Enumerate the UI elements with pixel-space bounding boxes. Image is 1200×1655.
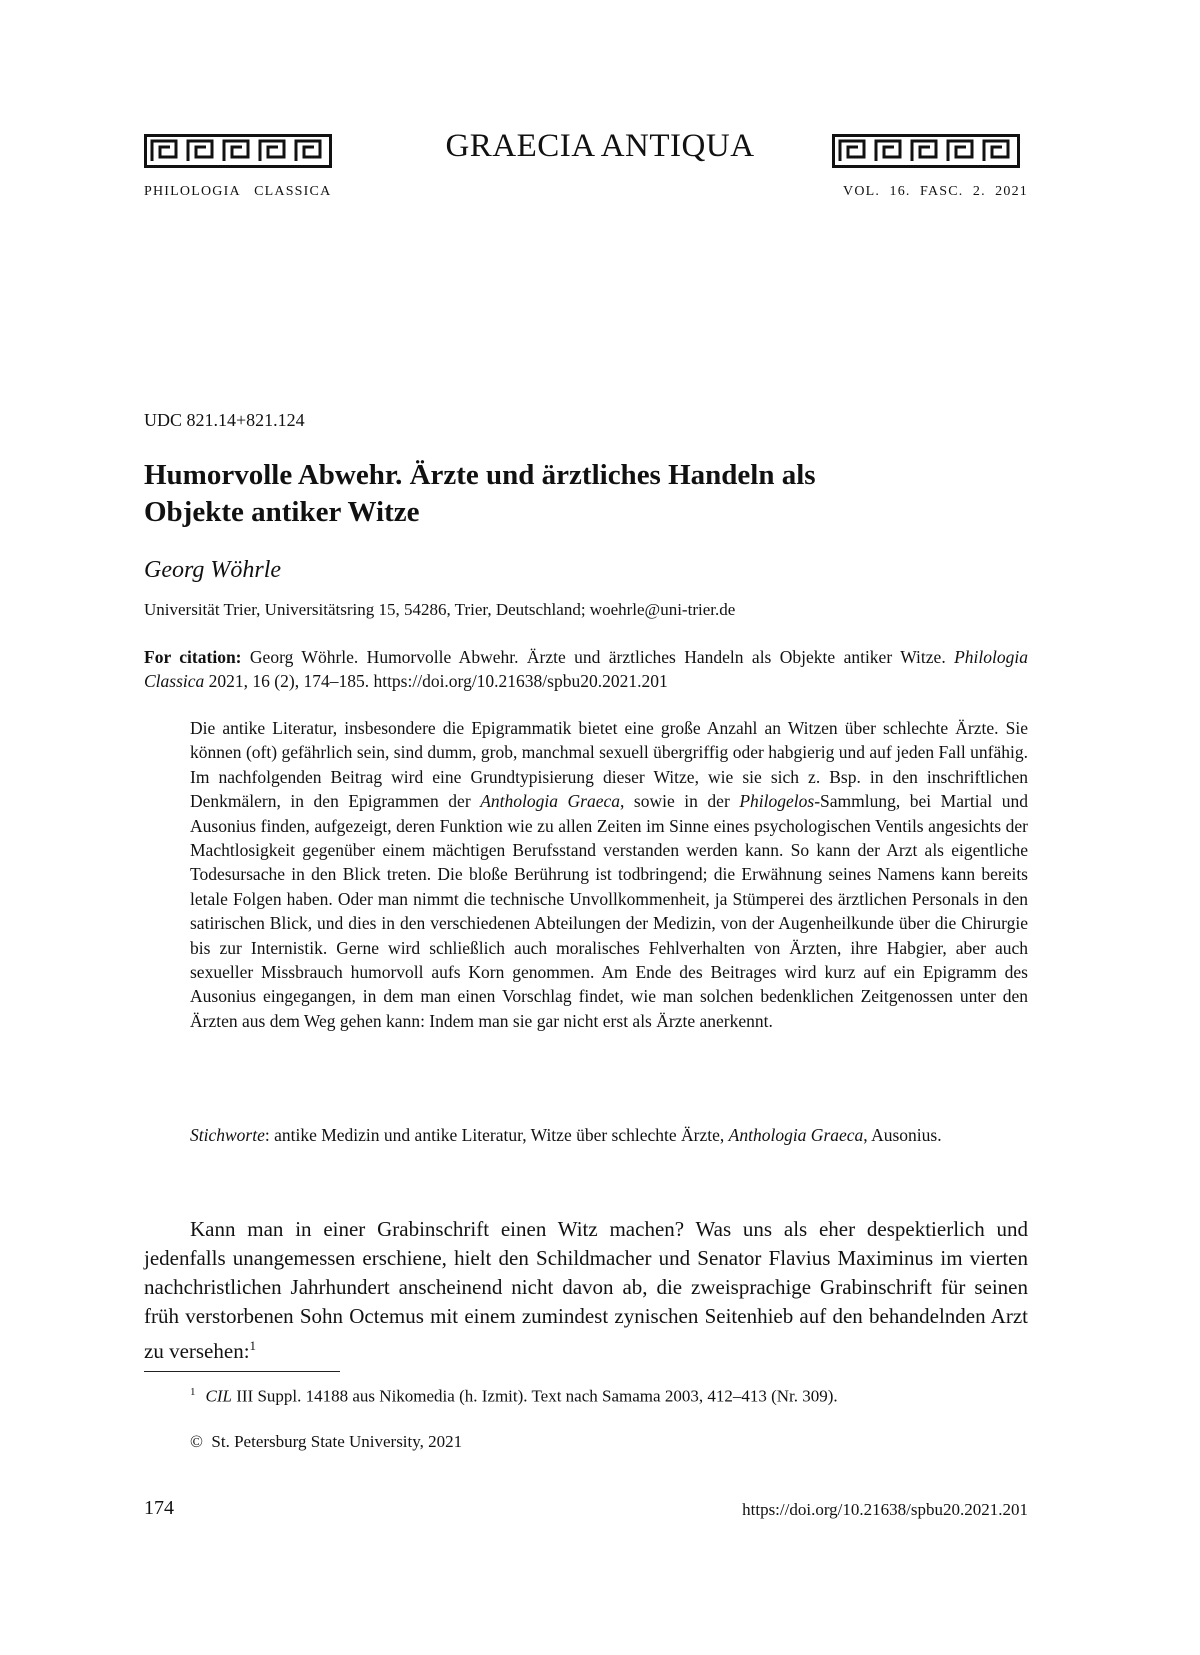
meander-ornament-right bbox=[832, 134, 1020, 168]
body-paragraph bbox=[144, 1215, 1028, 1366]
journal-title: GRAECIA ANTIQUA bbox=[445, 128, 755, 164]
page-number: 174 bbox=[144, 1497, 174, 1519]
abstract-text-1: Die antike Literatur, insbesondere die Epigrammatik bietet eine große Anzahl an Witzen über schlechte Ärzte. Sie können (oft) gefährlich sein, sind dumm, grob, manchmal sexuell übergriffig oder habgierig und auf jeden Fall unfähig. Im nachfolgenden Beitrag wird eine Grundtypisierung dieser Witze, wie sie sich z. Bsp. in den inschriftlichen Denkmälern, in den Epigrammen der bbox=[190, 718, 1028, 812]
footnote-text: III Suppl. 14188 aus Nikomedia (h. Izmit). Text nach Samama 2003, 412–413 (Nr. 309). bbox=[231, 1386, 838, 1406]
greek-key-icon bbox=[144, 134, 332, 168]
copyright-notice: © St. Petersburg State University, 2021 bbox=[190, 1432, 463, 1451]
keywords-text: : antike Medizin und antike Literatur, Witze über schlechte Ärzte, bbox=[264, 1125, 729, 1145]
author-name: Georg Wöhrle bbox=[144, 557, 282, 583]
author-affiliation: Universität Trier, Universitätsring 15, 54286, Trier, Deutschland; woehrle@uni-trier.de bbox=[144, 600, 736, 619]
abstract bbox=[190, 716, 1028, 1033]
abstract-text-2: , sowie in der bbox=[620, 791, 740, 812]
title-line-1: Humorvolle Abwehr. Ärzte und ärztliches Handeln als bbox=[144, 459, 816, 491]
keywords-italic: Anthologia Graeca bbox=[728, 1125, 864, 1145]
citation-details: 2021, 16 (2), 174–185. https://doi.org/10.21638/spbu20.2021.201 bbox=[204, 671, 668, 691]
citation-text: Georg Wöhrle. Humorvolle Abwehr. Ärzte und ärztliches Handeln als Objekte antiker Witze. bbox=[241, 647, 955, 667]
abstract-italic-philogelos: Philogelos bbox=[739, 791, 815, 812]
greek-key-icon bbox=[832, 134, 1020, 168]
volume-label: VOL. 16. FASC. 2. 2021 bbox=[843, 184, 1028, 199]
footnote bbox=[190, 1386, 838, 1407]
abstract-italic-anthologia: Anthologia Graeca bbox=[480, 791, 620, 812]
keywords-label: Stichworte bbox=[190, 1125, 265, 1145]
body-text: Kann man in einer Grabinschrift einen Witz machen? Was uns als eher despektierlich und jedenfalls unangemessen erschiene, hielt den Schildmacher und Senator Flavius Maximinus im vierten nachchristlichen Jahrhundert anscheinend nicht davon ab, die zweisprachige Grabinschrift für seinen früh verstorbenen Sohn Octemus mit einem zumindest zynischen Seitenhieb auf den behandelnden Arzt zu versehen: bbox=[144, 1217, 1028, 1363]
series-label: PHILOLOGIA CLASSICA bbox=[144, 184, 332, 199]
citation-block bbox=[144, 645, 1028, 693]
footnote-reference[interactable]: 1 bbox=[249, 1338, 257, 1353]
footer-doi-link[interactable]: https://doi.org/10.21638/spbu20.2021.201 bbox=[742, 1500, 1028, 1519]
footnote-divider bbox=[144, 1371, 340, 1372]
article-title bbox=[144, 457, 1044, 531]
abstract-text-3: -Sammlung, bei Martial und Ausonius finden, aufgezeigt, deren Funktion wie zu allen Zeiten im Sinne eines psychologischen Ventils angesichts der Machtlosigkeit gegenüber einem mächtigen Berufsstand verstanden werden kann. So kann der Arzt als eigentliche Todesursache in den Blick treten. Die bloße Berührung ist todbringend; die Erwähnung seines Namens kann bereits letale Folgen haben. Oder man nimmt die technische Unvollkommenheit, ja Stümperei des ärztlichen Personals in den satirischen Blick, und dies in den verschiedenen Abteilungen der Medizin, von der Augenheilkunde über die Chirurgie bis zur Internistik. Gerne wird schließlich auch moralisches Fehlverhalten von Ärzten, ihre Habgier, aber auch sexueller Missbrauch humorvoll aufs Korn genommen. Am Ende des Beitrages wird kurz auf ein Epigramm des Ausonius eingegangen, in dem man einen Vorschlag findet, wie man solchen bedenklichen Zeitgenossen unter den Ärzten aus dem Weg gehen kann: Indem man sie gar nicht erst als Ärzte anerkennt. bbox=[190, 791, 1028, 1031]
title-line-2: Objekte antiker Witze bbox=[144, 496, 420, 528]
footnote-italic: CIL bbox=[205, 1386, 232, 1406]
citation-label: For citation: bbox=[144, 647, 242, 667]
keywords-end: , Ausonius. bbox=[863, 1125, 942, 1145]
citation-journal: Philologia Classica bbox=[144, 647, 1028, 691]
meander-ornament-left bbox=[144, 134, 332, 168]
keywords bbox=[190, 1123, 1028, 1147]
udc-code: UDC 821.14+821.124 bbox=[144, 410, 305, 430]
footnote-number: 1 bbox=[190, 1386, 196, 1398]
